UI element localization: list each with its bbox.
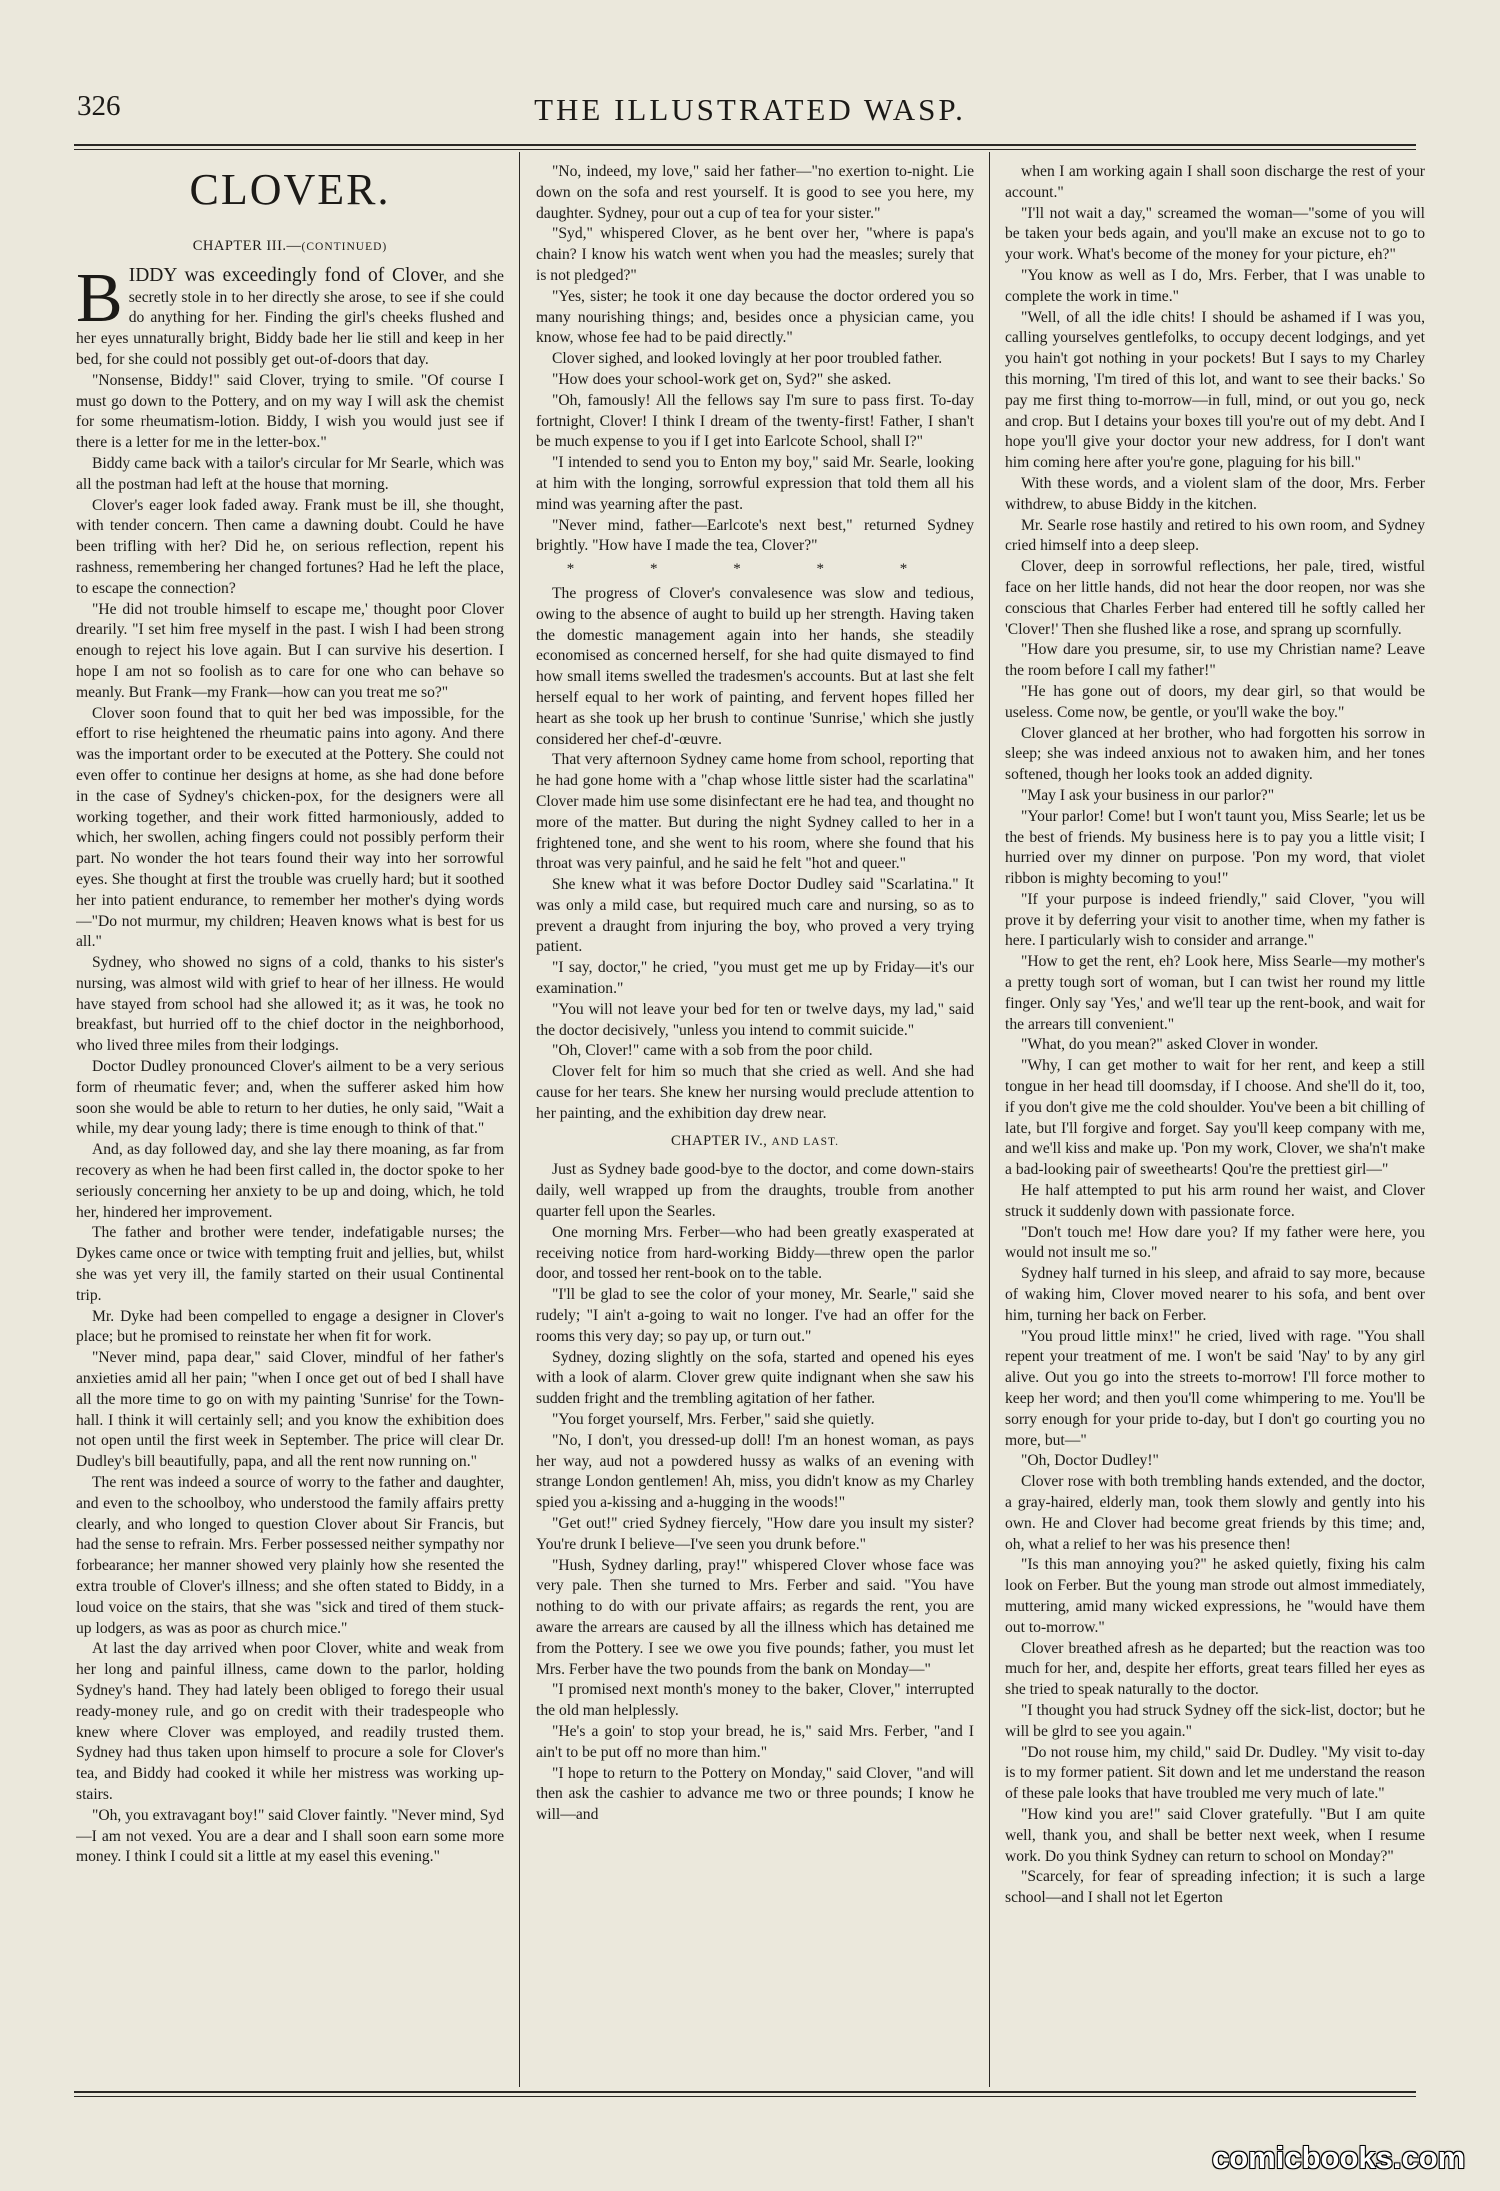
paragraph: And, as day followed day, and she lay there moaning, as far from recovery as when he had been first called in, the doctor spoke to her seriously concerning her anxiety to be up and doing, which, he told her, hindered her improvement. [76,1141,504,1221]
paragraph: "Oh, you extravagant boy!" said Clover faintly. "Never mind, Syd—I am not vexed. You are a dear and I shall soon earn some more money. I think I could sit a little at my easel this evening." [76,1806,504,1866]
column-2-text-c [536,1160,974,1826]
paragraph: The father and brother were tender, indefatigable nurses; the Dykes came once or twice with tempting fruit and jellies, but, whilst she was yet very ill, the family started on their usual Continental trip. [76,1224,504,1304]
paragraph: "Never mind, papa dear," said Clover, mindful of her father's anxieties amid all her pain; "when I once get out of bed I shall have all the more time to go on with my painting 'Sunrise' for the Town-hall. I think it will certainly sell; and you know the exhibition does not open until the first week in September. The price will clear Dr. Dudley's bill beautifully, papa, and all the rent now running on." [76,1349,504,1471]
paragraph: "Well, of all the idle chits! I should be ashamed if I was you, calling yourselves gentlefolks, to occupy decent lodgings, and yet you hain't got nothing in your pockets! But I says to my Charley this morning, 'I'm tired of this lot, and want to see their backs.' So pay me first thing to-morrow—in full, mind, or out you go, neck and crop. But I detains your boxes till you're out of my debt. And I hope you'll give your doctor your new address, for I don't want him coming here after you're gone, plaguing for his bill." [1005,308,1425,472]
paragraph: "You forget yourself, Mrs. Ferber," said she quietly. [552,1411,875,1429]
paragraph: "I'll not wait a day," screamed the woman—"some of you will be taken your beds again, and you'll make an excuse not to go to your work. What's become of the money for your picture, eh?" [1005,204,1425,264]
paragraph: Clover soon found that to quit her bed was impossible, for the effort to rise heightened the rheumatic pains into agony. And there was the important order to be executed at the Pottery. She could not even offer to continue her designs at home, as she had done before in the case of Sydney's chicken-pox, for the designers were all working together, and their work fitted harmoniously, added to which, her swollen, aching fingers could not possibly perform their part. No wonder the hot tears found their way into her sorrowful eyes. She thought at first the trouble was cruelly hard; but it soothed her into patient endurance, to remember her mother's dying words—"Do not murmur, my children; Heaven knows what is best for us all." [76,704,504,951]
paragraph: "I hope to return to the Pottery on Monday," said Clover, "and will then ask the cashier to advance me two or three pounds; I know he will—and [536,1764,974,1824]
column-3-text [1005,162,1425,1909]
paragraph: "How kind you are!" said Clover gratefully. "But I am quite well, thank you, and shall be better next week, when I resume work. Do you think Sydney can return to school on Monday?" [1005,1805,1425,1865]
paragraph: BIDDY was exceedingly fond of Clover, and she secretly stole in to her directly she arose, to see if she could do anything for her. Finding the girl's cheeks flushed and her eyes unnaturally bright, Biddy bade her lie still and keep in her bed, for she could not possibly get out-of-doors that day. [76,259,504,368]
paragraph: "May I ask your business in our parlor?" [1021,786,1275,804]
paragraph: "Hush, Sydney darling, pray!" whispered Clover whose face was very pale. Then she turned to Mrs. Ferber and said. "You have nothing to do with our private affairs; as regards the rent, you are aware the arrears are caused by all the illness which has detained me from the Pottery. I see we owe you five pounds; father, you must let Mrs. Ferber have the two pounds from the bank on Monday—" [536,1556,974,1678]
column-rule-left [519,152,520,2087]
paragraph: Mr. Dyke had been compelled to engage a designer in Clover's place; but he promised to reinstate her when fit for work. [76,1307,504,1346]
paragraph: "I'll be glad to see the color of your money, Mr. Searle," said she rudely; "I ain't a-going to wait no longer. I've had an offer for the rooms this very day; so pay up, or turn out." [536,1286,974,1345]
paragraph: Clover's eager look faded away. Frank must be ill, she thought, with tender concern. Then came a dawning doubt. Could he have been trifling with her? Did he, on serious reflection, repent his rashness, remembering her changed fortunes? Had he left the place, to escape the connection? [76,496,504,597]
paragraph: "What, do you mean?" asked Clover in wonder. [1021,1036,1319,1054]
masthead: THE ILLUSTRATED WASP. [534,92,966,127]
column-1-text [76,259,504,1868]
paragraph: Clover felt for him so much that she cried as well. And she had cause for her tears. She knew her nursing would preclude attention to her painting, and the exhibition day drew near. [536,1063,974,1122]
paragraph: "I promised next month's money to the baker, Clover," interrupted the old man helplessly. [536,1681,974,1720]
paragraph: "He did not trouble himself to escape me,' thought poor Clover drearily. "I set him free myself in the past. I wish I had been strong enough to reject his love again. But I can survive his desertion. I hope I am not so foolish as to care for one who can behave so meanly. But Frank—my Frank—how can you treat me so?" [76,600,504,701]
paragraph: "Why, I can get mother to wait for her rent, and keep a still tongue in her head till doomsday, if I choose. And she'll do it, too, if you don't give me the cold shoulder. You've been a bit chilling of late, but I'll forgive and forget. Say you'll keep company with me, and we'll kiss and make up. 'Pon my work, Clover, we sha'n't make a bad-looking pair of sweethearts! Qou're the prettiest girl—" [1005,1057,1425,1179]
paragraph: "How does your school-work get on, Syd?" she asked. [552,370,892,388]
paragraph: Clover, deep in sorrowful reflections, her pale, tired, wistful face on her little hands, did not hear the door reopen, nor was she conscious that Charles Ferber had entered till he softly called her 'Clover!' Then she flushed like a rose, and sprang up scornfully. [1005,558,1425,638]
paragraph: "I intended to send you to Enton my boy," said Mr. Searle, looking at him with the longing, sorrowful expression that told them all his mind was yearning after the past. [536,454,974,513]
lead-text: IDDY was exceedingly fond of Clove [128,264,439,286]
paragraph: With these words, and a violent slam of the door, Mrs. Ferber withdrew, to abuse Biddy in the kitchen. [1005,474,1425,513]
paragraph: Clover breathed afresh as he departed; but the reaction was too much for her, and, despite her efforts, great tears filled her eyes as she tried to speak naturally to the doctor. [1005,1639,1425,1699]
paragraph: Sydney, who showed no signs of a cold, thanks to his sister's nursing, was almost wild with grief to hear of her illness. He would have stayed from school had she allowed it; as it was, he took no breakfast, but hurried off to the chief doctor in the neighborhood, who lived three miles from their lodgings. [76,954,504,1055]
paragraph: She knew what it was before Doctor Dudley said "Scarlatina." It was only a mild case, but required much care and nursing, so as to prevent a draught from injuring the boy, who proved a very trying patient. [536,876,974,956]
paragraph: The progress of Clover's convalesence was slow and tedious, owing to the absence of aught to build up her strength. Having taken the domestic management again into her hands, she steadily economised as concerned herself, for she had quite dismayed to find how small items swelled the tradesmen's accounts. But at last she felt herself equal to her work of painting, and fervent hopes filled her heart as she took up her brush to continue 'Sunrise,' which she justly considered her chef-d'-œuvre. [536,584,974,748]
paragraph: "Oh, Clover!" came with a sob from the poor child. [552,1042,873,1060]
column-2-text-b [536,584,974,1125]
paragraph: "You proud little minx!" he cried, lived with rage. "You shall repent your treatment of me. I won't be said 'Nay' to by any girl alive. Out you go into the streets to-morrow! I'll force mother to keep her word; and then you'll come whimpering to me. You'll be sorry enough for your pride to-day, but I don't go courting you no more, but—" [1005,1327,1425,1449]
paragraph: "No, indeed, my love," said her father—"no exertion to-night. Lie down on the sofa and rest yourself. It is good to see you here, my daughter. Sydney, pour out a cup of tea for your sister." [536,163,974,222]
story-title: CLOVER. [189,165,391,214]
paragraph: "How to get the rent, eh? Look here, Miss Searle—my mother's a pretty tough sort of woman, but I can twist her round my little finger. Only say 'Yes,' and we'll tear up the rent-book, and wait for the arrears till convenient." [1005,953,1425,1033]
paragraph: Sydney, dozing slightly on the sofa, started and opened his eyes with a look of alarm. Clover grew quite indignant when she saw his sudden fright and the trembling agitation of her father. [536,1348,974,1408]
paragraph: Biddy came back with a tailor's circular for Mr Searle, which was all the postman had left at the house that morning. [76,454,504,493]
paragraph: "How dare you presume, sir, to use my Christian name? Leave the room before I call my father!" [1005,641,1425,680]
paragraph: That very afternoon Sydney came home from school, reporting that he had gone home with a "chap whose little sister had the scarlatina" Clover made him use some disinfectant ere he had tea, and thought no more of the matter. But during the night Sydney called to her in a frightened tone, and she went to his room, where she found that his throat was very painful, and he said he felt "hot and queer." [536,751,974,873]
paragraph: "Scarcely, for fear of spreading infection; it is such a large school—and I shall not let Egerton [1005,1868,1425,1907]
paragraph: The rent was indeed a source of worry to the father and daughter, and even to the schoolboy, who understood the family affairs pretty clearly, and who longed to question Clover about Sir Francis, but had the sense to refrain. Mrs. Ferber possessed neither sympathy nor forbearance; her manner showed very plainly how she resented the extra trouble of Clover's illness; and she often stated to Biddy, in a loud voice on the stairs, that she was "sick and tired of them stuck-up lodgers, as was as poor as church mice." [76,1474,504,1637]
paragraph: "No, I don't, you dressed-up doll! I'm an honest woman, as pays her way, aud not a powdered hussy as walks of an evening with strange London gentlemen! Ah, miss, you didn't know as my Charley spied you a-kissing and a-hugging in the woods!" [536,1431,974,1512]
page-number: 326 [77,90,121,122]
column-3 [1005,162,1425,2084]
paragraph: "I say, doctor," he cried, "you must get me up by Friday—it's our examination." [536,959,974,998]
paragraph: "Yes, sister; he took it one day because the doctor ordered you so many nourishing things; and, besides once a physician came, you know, whose fee had to be paid directly." [536,287,974,347]
chapter-heading: CHAPTER III.—(CONTINUED) [192,238,388,254]
paragraph: "Syd," whispered Clover, as he bent over her, "where is papa's chain? I know his watch went when you had the measles; surely that is not pledged?" [536,225,974,284]
paragraph: Clover glanced at her brother, who had forgotten his sorrow in sleep; she was indeed anxious not to awaken him, and her tones softened, though her looks took an added dignity. [1005,724,1425,784]
paragraph: "Is this man annoying you?" he asked quietly, fixing his calm look on Ferber. But the young man strode out almost immediately, muttering, amid many wicked expressions, he "would have them out to-morrow." [1005,1556,1425,1636]
paragraph: "Oh, Doctor Dudley!" [1021,1452,1159,1470]
paragraph: One morning Mrs. Ferber—who had been greatly exasperated at receiving notice from hard-working Biddy—threw open the parlor door, and tossed her rent-book on to the table. [536,1223,974,1283]
paragraph: At last the day arrived when poor Clover, white and weak from her long and painful illness, came down to the parlor, holding Sydney's hand. They had lately been obliged to forego their usual ready-money rule, and go on credit with their tradespeople who knew where Clover was employed, and readily trusted them. Sydney had thus taken upon himself to procure a sole for Clover's tea, and Biddy had cooked it while her mistress was working up-stairs. [76,1640,504,1803]
paragraph: Doctor Dudley pronounced Clover's ailment to be a very serious form of rheumatic fever; and, when the sufferer asked him how soon she would be able to return to her duties, he only said, "Wait a while, my dear young lady; there is time enough to think of that." [76,1058,504,1138]
paragraph: "He's a goin' to stop your bread, he is," said Mrs. Ferber, "and I ain't to be put off no more than him." [536,1722,974,1761]
column-rule-right [989,152,990,2087]
paragraph: "You know as well as I do, Mrs. Ferber, that I was unable to complete the work in time." [1005,266,1425,305]
column-2 [536,162,974,2084]
paragraph: "Your parlor! Come! but I won't taunt you, Miss Searle; let us be the best of friends. My business here is to pay you a little visit; I hurried over my dinner on purpose. 'Pon my word, that violet ribbon is mighty becoming to you!" [1005,807,1425,888]
drop-cap: B [76,259,123,337]
paragraph: "If your purpose is indeed friendly," said Clover, "you will prove it by deferring your visit to another time, when my father is here. I particularly wish to consider and arrange." [1005,890,1425,950]
chapter-heading: CHAPTER IV., AND LAST. [670,1132,840,1149]
paragraph: "I thought you had struck Sydney off the sick-list, doctor; but he will be glrd to see you again." [1005,1701,1425,1740]
paragraph: Sydney half turned in his sleep, and afraid to say more, because of waking him, Clover moved nearer to his sofa, and bent over him, turning her back on Ferber. [1005,1265,1425,1324]
header-rule [74,144,1416,146]
header-rule-thin [74,149,1416,150]
footer-rule [74,2091,1416,2093]
paragraph: "Don't touch me! How dare you? If my father were here, you would not insult me so." [1005,1223,1425,1262]
paragraph: "Do not rouse him, my child," said Dr. Dudley. "My visit to-day is to my former patient. Sit down and let me understand the reason of these pale looks that have troubled me very much of late." [1005,1743,1425,1803]
paragraph: He half attempted to put his arm round her waist, and Clover struck it suddenly down with passionate force. [1005,1182,1425,1220]
paragraph: when I am working again I shall soon discharge the rest of your account." [1005,163,1425,201]
paragraph: Mr. Searle rose hastily and retired to his own room, and Sydney cried himself into a deep sleep. [1005,516,1425,555]
column-2-text-a [536,162,974,557]
paragraph: Clover sighed, and looked lovingly at her poor troubled father. [552,350,943,368]
paragraph: "He has gone out of doors, my dear girl, so that would be useless. Come now, be gentle, or you'll wake the boy." [1005,682,1425,721]
paragraph: Clover rose with both trembling hands extended, and the doctor, a gray-haired, elderly man, took them slowly and gently into his own. He and Clover had become great friends by this time; and, oh, what a relief to her was his presence then! [1005,1473,1425,1553]
paragraph: "Nonsense, Biddy!" said Clover, trying to smile. "Of course I must go down to the Pottery, and on my way I will ask the chemist for some rheumatism-lotion. Biddy, I wish you would just see if there is a letter for me in the letter-box." [76,371,504,452]
paragraph: Just as Sydney bade good-bye to the doctor, and come down-stairs daily, well wrapped up from the draughts, trouble from another quarter fell upon the Searles. [536,1161,974,1221]
column-1 [76,162,504,2084]
watermark-logo: comicbooks.com [1212,2140,1466,2175]
footer-rule-thin [74,2096,1416,2097]
section-break: * * * * * [566,561,944,578]
paragraph: "Get out!" cried Sydney fiercely, "How dare you insult my sister? You're drunk I believe—I've seen you drunk before." [536,1515,974,1553]
paragraph: "Never mind, father—Earlcote's next best," returned Sydney brightly. "How have I made the tea, Clover?" [536,516,974,555]
paragraph: "Oh, famously! All the fellows say I'm sure to pass first. To-day fortnight, Clover! I think I dream of the twenty-first! Father, I shan't be much expense to you if I get into Earlcote School, shall I?" [536,391,974,451]
paragraph: "You will not leave your bed for ten or twelve days, my lad," said the doctor decisively, "unless you intend to commit suicide." [536,1000,974,1039]
